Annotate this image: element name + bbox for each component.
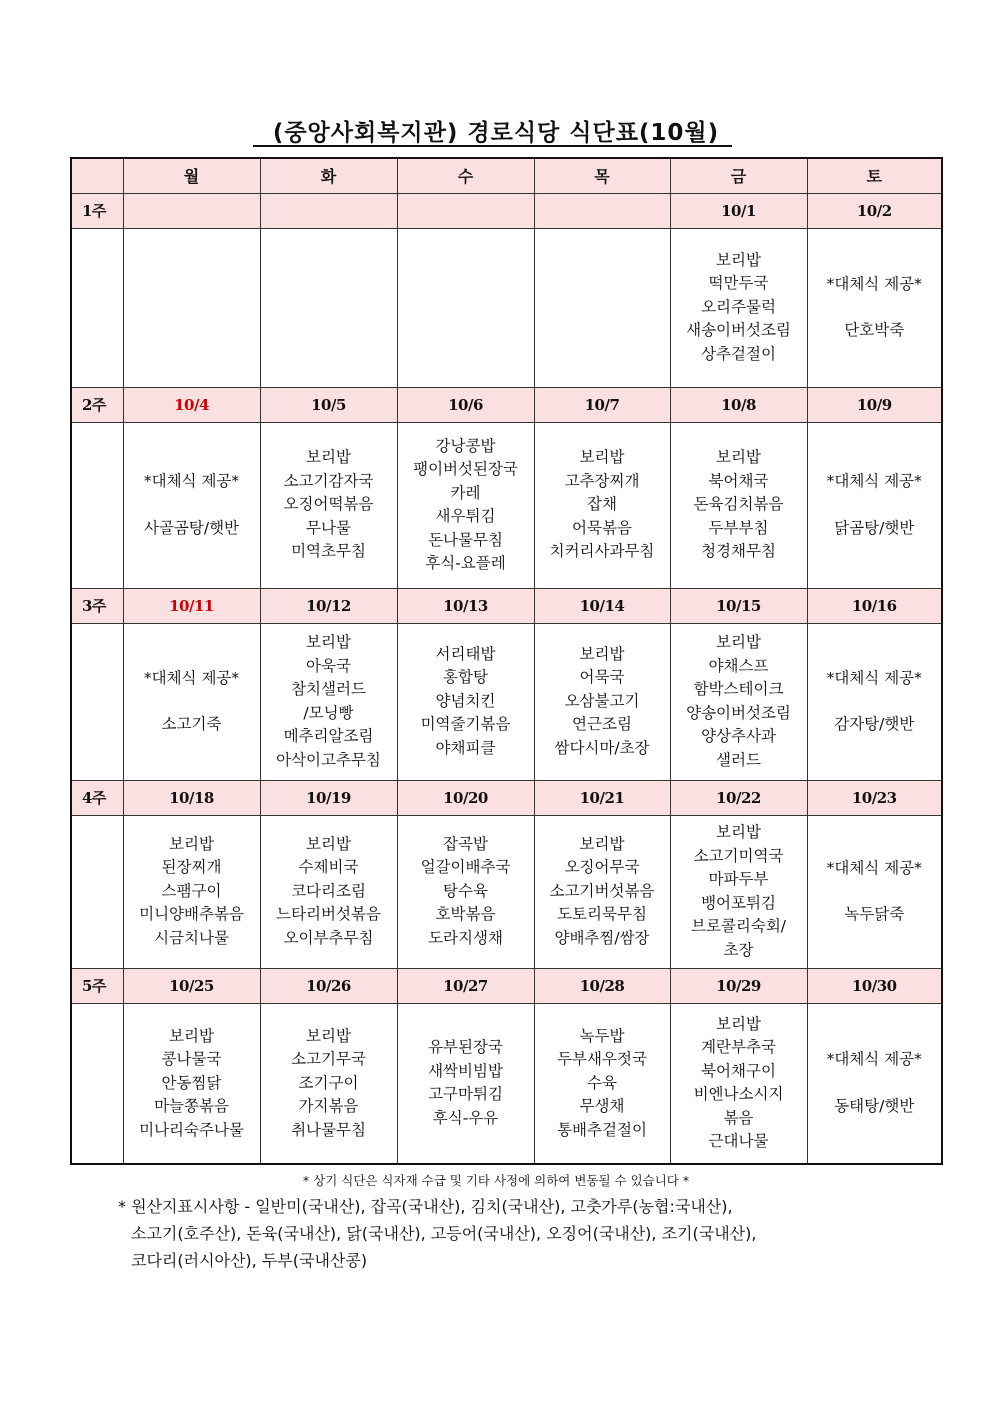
menu-cell	[260, 815, 397, 968]
menu-item: 된장찌개	[161, 858, 222, 877]
date-cell: 10/21	[534, 780, 670, 815]
date-cell: 10/26	[260, 968, 397, 1003]
menu-cell	[670, 623, 807, 780]
date-cell: 10/7	[534, 387, 670, 422]
menu-item: 보리밥	[169, 834, 214, 853]
menu-cell	[670, 422, 807, 588]
menu-item: *대체식 제공*	[143, 472, 240, 490]
menu-item: 보리밥	[716, 250, 761, 269]
menu-item: 샐러드	[716, 750, 761, 769]
day-header-row	[71, 158, 942, 193]
menu-item: 보리밥	[306, 633, 351, 651]
menu-item: 어묵볶음	[572, 518, 632, 537]
date-cell: 10/20	[397, 780, 534, 815]
menu-item: 보리밥	[716, 1014, 761, 1033]
week-spacer-cell	[71, 422, 123, 588]
menu-item: 미역초무침	[291, 542, 366, 561]
menu-item: 홍합탕	[443, 668, 488, 687]
menu-item: 보리밥	[716, 633, 761, 651]
menu-item: 보리밥	[579, 448, 625, 467]
menu-item: 단호박죽	[844, 321, 905, 339]
menu-cell	[397, 1003, 534, 1164]
week-label: 2주	[71, 387, 123, 422]
menu-item: 카레	[450, 483, 481, 502]
origin-line: * 원산지표시사항 - 일반미(국내산), 잡곡(국내산), 김치(국내산), 고춧가루(농협:국내산),	[118, 1197, 733, 1216]
menu-cell	[397, 623, 534, 780]
date-cell: 10/25	[123, 968, 260, 1003]
week-label: 3주	[71, 588, 123, 623]
menu-item: 가지볶음	[298, 1097, 359, 1115]
menu-item: 떡만두국	[708, 274, 769, 293]
menu-item: 뱅어포튀김	[701, 893, 776, 912]
menu-item: 수육	[587, 1073, 617, 1092]
menu-item: 볶음	[723, 1108, 754, 1127]
menu-item: 시금치나물	[154, 928, 229, 947]
menu-item: 두부부침	[708, 518, 769, 537]
menu-item: 고구마튀김	[428, 1085, 503, 1104]
menu-item: 느타리버섯볶음	[276, 905, 381, 924]
menu-item: *대체식 제공*	[826, 1050, 922, 1069]
date-cell: 10/28	[534, 968, 670, 1003]
menu-item: *대체식 제공*	[826, 858, 922, 877]
menu-row	[71, 815, 942, 968]
menu-item: 아삭이고추무침	[276, 750, 381, 769]
menu-item: 후식-우유	[432, 1108, 499, 1127]
menu-item: 돈나물무침	[428, 530, 503, 549]
menu-item: 유부된장국	[428, 1038, 503, 1057]
day-header-thu: 목	[534, 158, 670, 193]
menu-item: 마늘쫑볶음	[154, 1097, 229, 1115]
date-cell: 10/6	[397, 387, 534, 422]
date-cell: 10/1	[670, 193, 807, 228]
menu-item: 미나리숙주나물	[139, 1120, 244, 1139]
date-cell: 10/11	[123, 588, 260, 623]
menu-item: 녹두닭죽	[844, 905, 905, 923]
menu-item: 야채스프	[708, 656, 769, 675]
menu-item: 미니양배추볶음	[139, 905, 244, 924]
menu-item: 야채피클	[435, 738, 496, 757]
menu-item: 잡채	[587, 495, 617, 514]
date-row	[71, 588, 942, 623]
menu-item: 계란부추국	[701, 1038, 776, 1057]
menu-item: 치커리사과무침	[549, 542, 655, 561]
day-header-wed: 수	[397, 158, 534, 193]
menu-cell	[260, 228, 397, 387]
menu-cell	[397, 815, 534, 968]
day-header-fri: 금	[670, 158, 807, 193]
menu-item: 보리밥	[306, 448, 351, 467]
menu-item: *대체식 제공*	[826, 472, 922, 490]
menu-cell	[670, 228, 807, 387]
menu-item: 소고기죽	[161, 715, 222, 733]
menu-item: 근대나물	[708, 1132, 769, 1151]
menu-item: 후식-요플레	[425, 554, 506, 572]
menu-item: 연근조림	[572, 715, 632, 734]
menu-item: 보리밥	[716, 823, 761, 841]
week-label: 4주	[71, 780, 123, 815]
menu-item: 오징어떡볶음	[283, 495, 374, 514]
menu-item: 통배추겉절이	[557, 1120, 647, 1139]
menu-cell	[534, 1003, 670, 1164]
menu-item: 마파두부	[708, 870, 769, 888]
menu-item: 오삼불고기	[564, 691, 640, 710]
corner-cell	[71, 158, 123, 193]
menu-cell	[807, 228, 942, 387]
menu-item: 오리주물럭	[701, 297, 776, 316]
date-cell: 10/5	[260, 387, 397, 422]
menu-item: 얼갈이배추국	[420, 858, 511, 877]
day-header-sat: 토	[807, 158, 942, 193]
change-notice: * 상기 식단은 식자재 수급 및 기타 사정에 의하여 변동될 수 있습니다 *	[302, 1173, 690, 1188]
date-cell: 10/27	[397, 968, 534, 1003]
menu-item: 비엔나소시지	[693, 1085, 784, 1104]
menu-row	[71, 228, 942, 387]
menu-item: 메추리알조림	[283, 727, 374, 745]
menu-cell	[534, 623, 670, 780]
date-cell: 10/8	[670, 387, 807, 422]
menu-cell	[397, 422, 534, 588]
menu-item: 팽이버섯된장국	[413, 460, 518, 478]
menu-item: 북어채국	[708, 471, 769, 490]
menu-item: 보리밥	[169, 1026, 214, 1045]
date-cell: 10/22	[670, 780, 807, 815]
menu-item: 북어채구이	[701, 1061, 776, 1080]
menu-item: 보리밥	[716, 448, 761, 467]
origin-info	[118, 1193, 918, 1274]
menu-item: 미역줄기볶음	[420, 715, 511, 734]
menu-item: 소고기미역국	[693, 846, 784, 865]
menu-cell	[123, 815, 260, 968]
menu-item: 보리밥	[579, 644, 625, 663]
day-header-tue: 화	[260, 158, 397, 193]
menu-cell	[807, 623, 942, 780]
menu-row	[71, 1003, 942, 1164]
menu-item: 보리밥	[579, 834, 625, 853]
menu-item: 소고기무국	[291, 1050, 366, 1068]
week-spacer-cell	[71, 1003, 123, 1164]
meal-schedule-table	[70, 157, 943, 1165]
date-cell	[260, 193, 397, 228]
date-cell: 10/13	[397, 588, 534, 623]
menu-item: 브로콜리숙회/	[690, 917, 787, 935]
menu-item: 함박스테이크	[693, 680, 784, 698]
menu-cell	[123, 228, 260, 387]
menu-cell	[670, 1003, 807, 1164]
week-label: 5주	[71, 968, 123, 1003]
date-cell: 10/2	[807, 193, 942, 228]
menu-cell	[807, 1003, 942, 1164]
menu-item: 새우튀김	[435, 507, 496, 525]
menu-item: 조기구이	[298, 1073, 359, 1092]
menu-item: *대체식 제공*	[826, 274, 922, 293]
menu-item: 보리밥	[306, 834, 351, 853]
menu-cell	[260, 623, 397, 780]
menu-item: 돈육김치볶음	[693, 495, 784, 514]
menu-item: 안동찜닭	[161, 1073, 222, 1092]
menu-item: 양송이버섯조림	[686, 703, 791, 722]
menu-cell	[260, 422, 397, 588]
menu-item: 소고기버섯볶음	[549, 881, 655, 900]
menu-item: 청경채무침	[701, 542, 776, 561]
week-label: 1주	[71, 193, 123, 228]
menu-item: 양배추찜/쌈장	[554, 928, 650, 947]
menu-item: 코다리조림	[291, 881, 366, 900]
title-underline	[253, 145, 732, 147]
menu-cell	[123, 623, 260, 780]
menu-item: 두부새우젓국	[557, 1050, 647, 1068]
menu-item: 동태탕/햇반	[834, 1096, 915, 1115]
menu-item: 초장	[723, 940, 754, 959]
day-header-mon: 월	[123, 158, 260, 193]
menu-item: 수제비국	[298, 858, 359, 877]
menu-item: *대체식 제공*	[826, 668, 922, 687]
menu-item: 도토리묵무침	[557, 905, 647, 924]
date-cell: 10/15	[670, 588, 807, 623]
date-cell: 10/14	[534, 588, 670, 623]
menu-item: *대체식 제공*	[143, 668, 240, 687]
week-spacer-cell	[71, 815, 123, 968]
menu-item: 양상추사과	[701, 727, 776, 745]
menu-item: 보리밥	[306, 1026, 351, 1045]
date-cell: 10/18	[123, 780, 260, 815]
menu-item: 서리태밥	[435, 644, 496, 663]
date-cell: 10/4	[123, 387, 260, 422]
date-cell: 10/23	[807, 780, 942, 815]
origin-line: 소고기(호주산), 돈육(국내산), 닭(국내산), 고등어(국내산), 오징어(국내산), 조기(국내산),	[131, 1224, 757, 1243]
menu-item: 스팸구이	[161, 881, 222, 900]
date-cell: 10/19	[260, 780, 397, 815]
menu-item: 사골곰탕/햇반	[143, 518, 240, 537]
date-cell: 10/29	[670, 968, 807, 1003]
date-row	[71, 968, 942, 1003]
menu-item: 취나물무침	[291, 1120, 366, 1139]
menu-item: 새송이버섯조림	[686, 321, 791, 340]
date-cell	[123, 193, 260, 228]
date-row	[71, 780, 942, 815]
menu-item: 닭곰탕/햇반	[834, 518, 915, 537]
menu-item: 상추겉절이	[701, 344, 776, 363]
menu-item: 무생채	[579, 1097, 625, 1115]
menu-item: 도라지생채	[428, 928, 503, 947]
date-cell: 10/16	[807, 588, 942, 623]
menu-item: 호박볶음	[435, 905, 496, 924]
date-row	[71, 387, 942, 422]
date-row	[71, 193, 942, 228]
menu-item: 콩나물국	[161, 1050, 222, 1068]
menu-item: 탕수육	[443, 881, 488, 900]
menu-item: 무나물	[306, 518, 351, 537]
page-title: (중앙사회복지관) 경로식당 식단표(10월)	[272, 120, 720, 146]
menu-cell	[534, 815, 670, 968]
menu-cell	[534, 228, 670, 387]
menu-item: 어묵국	[579, 668, 625, 687]
origin-line: 코다리(러시아산), 두부(국내산콩)	[131, 1251, 368, 1270]
date-cell: 10/12	[260, 588, 397, 623]
date-cell	[534, 193, 670, 228]
menu-row	[71, 422, 942, 588]
menu-item: 양념치킨	[435, 691, 496, 710]
menu-item: 오이부추무침	[283, 928, 374, 947]
menu-item: 새싹비빔밥	[428, 1061, 503, 1080]
menu-cell	[260, 1003, 397, 1164]
menu-item: /모닝빵	[303, 703, 354, 722]
menu-cell	[534, 422, 670, 588]
menu-item: 고추장찌개	[564, 471, 640, 490]
menu-cell	[123, 422, 260, 588]
menu-item: 녹두밥	[579, 1026, 625, 1045]
week-spacer-cell	[71, 623, 123, 780]
menu-cell	[807, 815, 942, 968]
menu-item: 감자탕/햇반	[834, 715, 915, 733]
menu-cell	[670, 815, 807, 968]
week-spacer-cell	[71, 228, 123, 387]
menu-item: 쌈다시마/초장	[554, 738, 650, 757]
menu-item: 강낭콩밥	[435, 436, 496, 455]
menu-cell	[123, 1003, 260, 1164]
menu-cell	[397, 228, 534, 387]
date-cell	[397, 193, 534, 228]
menu-row	[71, 623, 942, 780]
menu-item: 아욱국	[306, 656, 351, 675]
menu-item: 소고기감자국	[283, 471, 374, 490]
menu-item: 잡곡밥	[443, 834, 488, 853]
date-cell: 10/30	[807, 968, 942, 1003]
menu-item: 오징어무국	[564, 858, 640, 877]
date-cell: 10/9	[807, 387, 942, 422]
menu-cell	[807, 422, 942, 588]
menu-item: 참치샐러드	[291, 680, 366, 698]
